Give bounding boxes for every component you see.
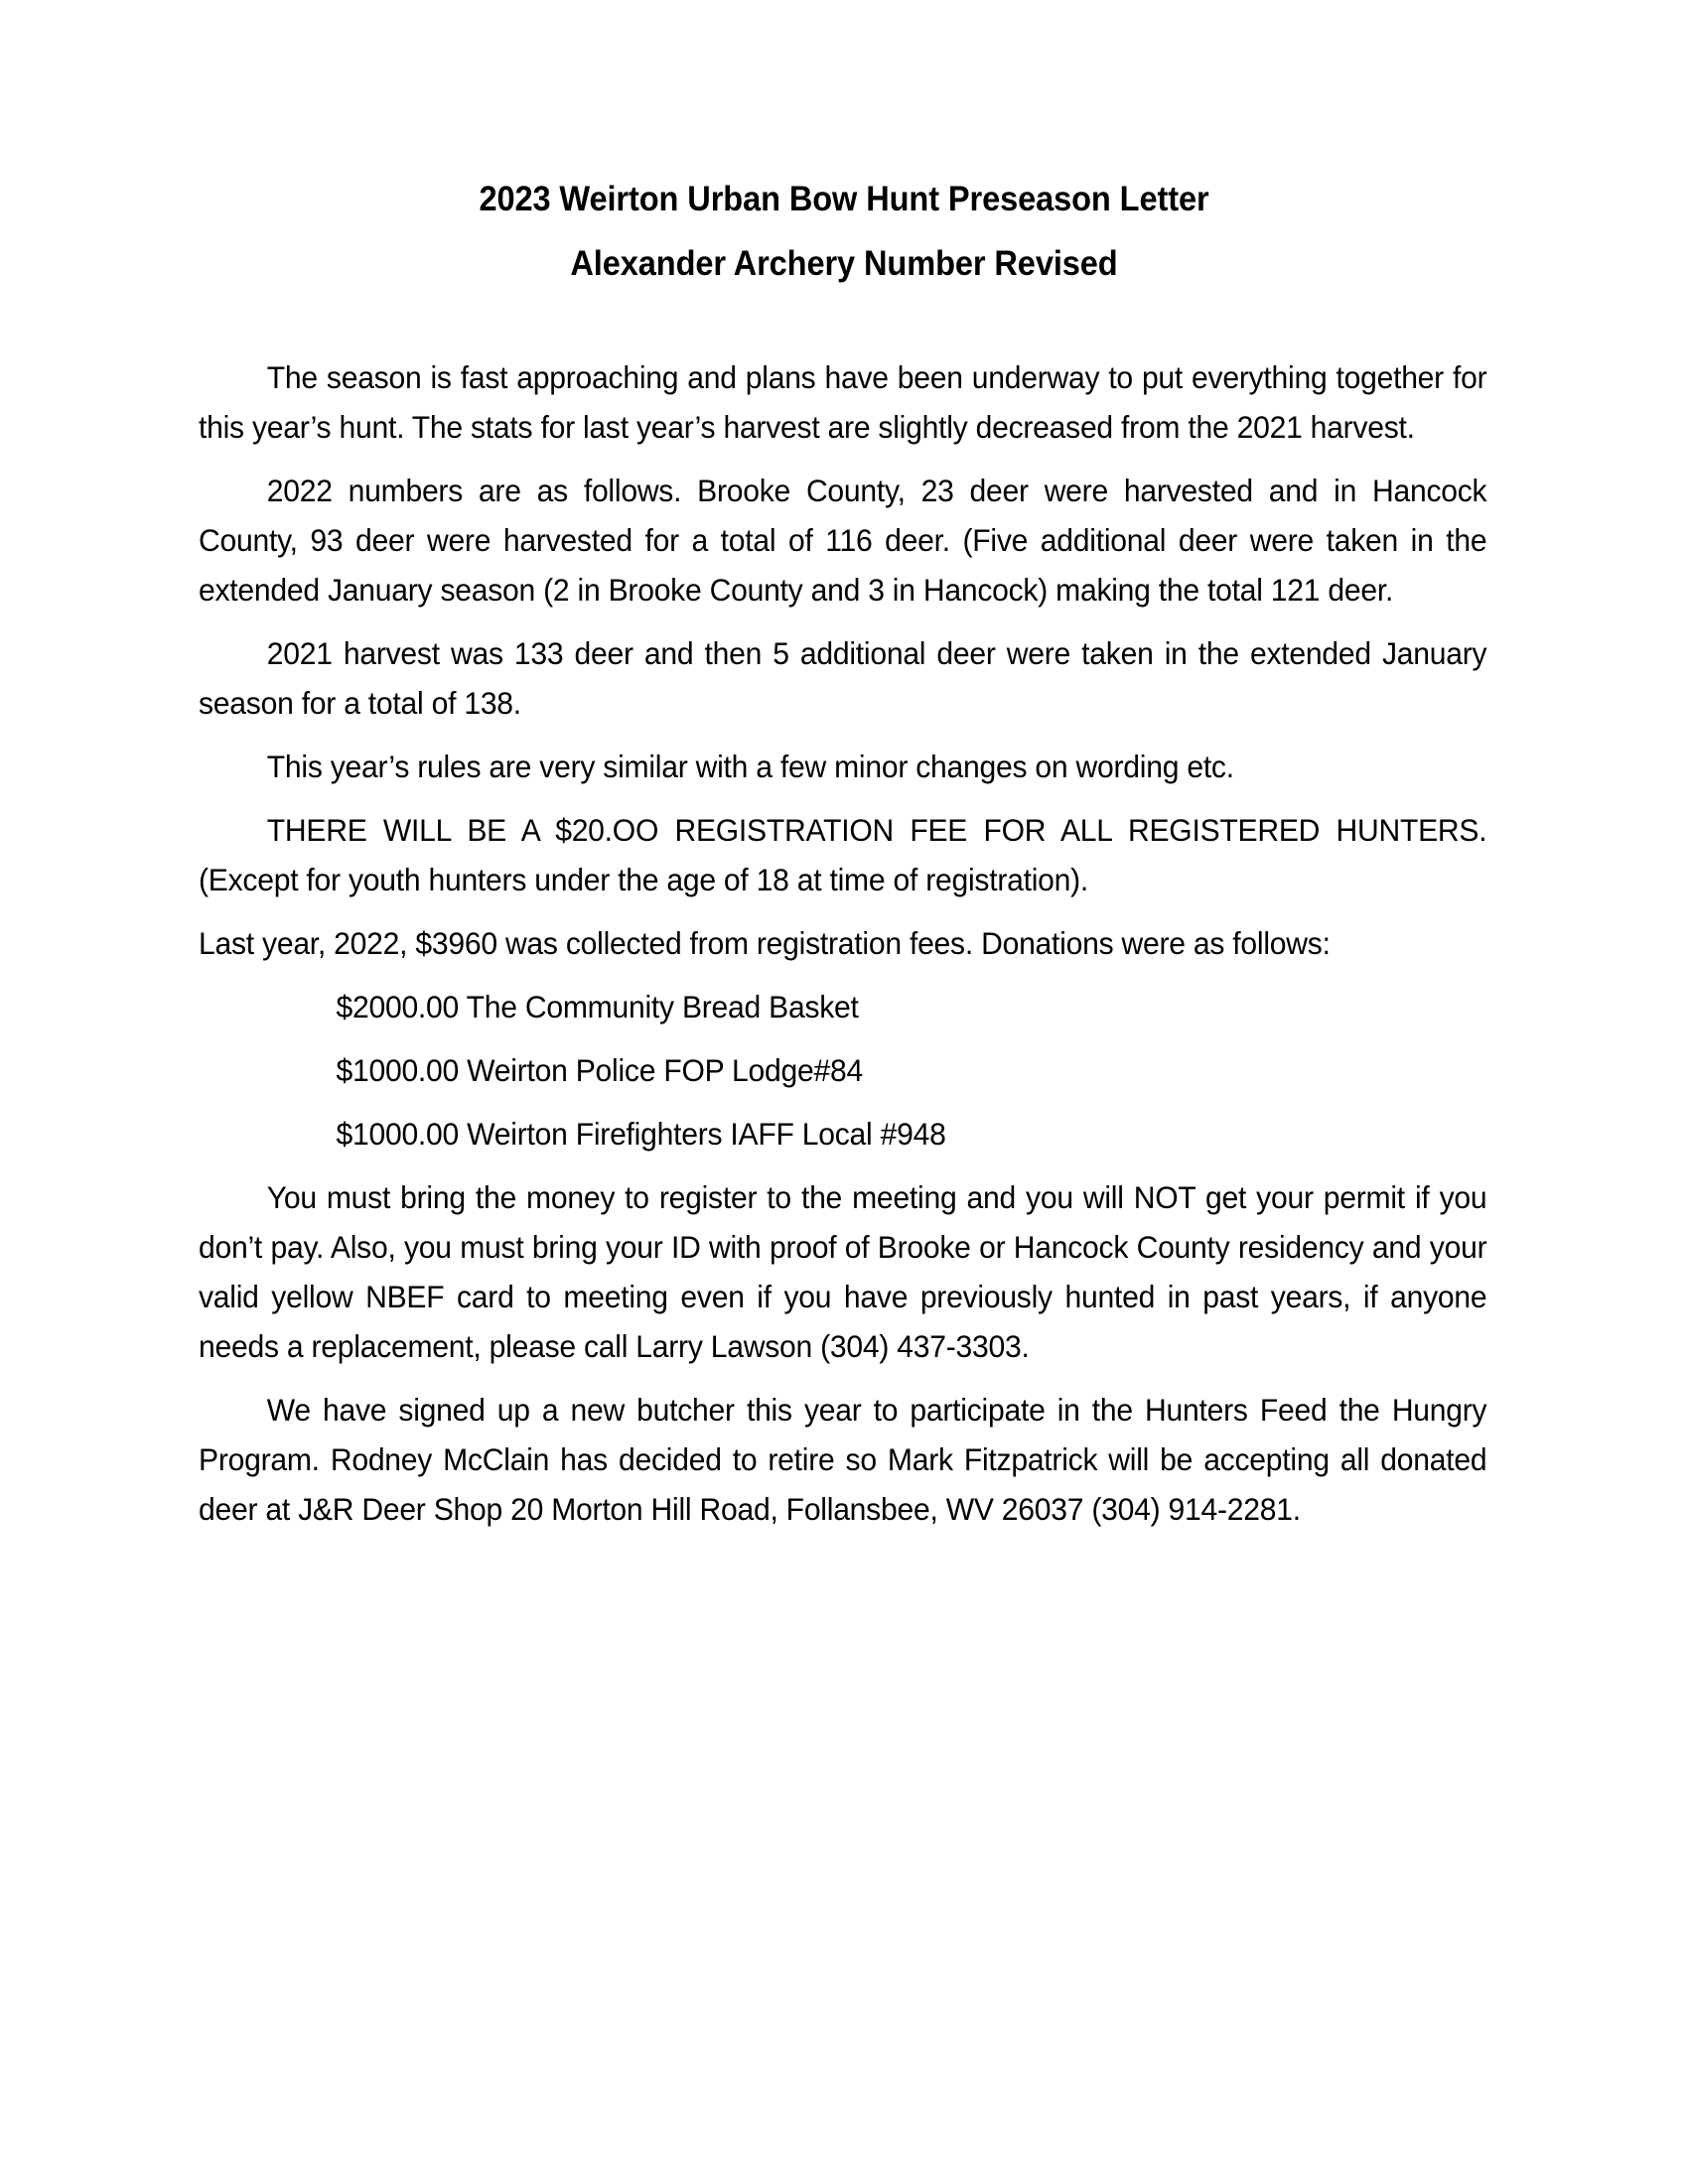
- paragraph-butcher-hunters-feed: We have signed up a new butcher this year to participate in the Hunters Feed the Hungry Program. Rodney McClain has decided to retire so Mark Fitzpatrick will be accepting all donated deer at J&R Deer Shop 20 Morton Hill Road, Follansbee, WV 26037 (304) 914-2281.: [199, 1392, 1487, 1527]
- body-block: [199, 352, 1489, 1534]
- paragraph-season-overview: The season is fast approaching and plans have been underway to put everything together for this year’s hunt. The stats for last year’s harvest are slightly decreased from the 2021 harvest.: [199, 359, 1487, 445]
- heading-block: [199, 0, 1489, 281]
- donation-line-police-fop: $1000.00 Weirton Police FOP Lodge#84: [336, 1052, 863, 1088]
- paragraph-registration-fee: THERE WILL BE A $20.OO REGISTRATION FEE FOR ALL REGISTERED HUNTERS. (Except for youth hunters under the age of 18 at time of registration).: [199, 812, 1487, 897]
- page-subtitle: Alexander Archery Number Revised: [570, 244, 1118, 283]
- paragraph-2021-harvest: 2021 harvest was 133 deer and then 5 additional deer were taken in the extended January season for a total of 138.: [199, 635, 1487, 721]
- paragraph-registration-requirements: You must bring the money to register to the meeting and you will NOT get your permit if you don’t pay. Also, you must bring your ID with proof of Brooke or Hancock County residency and your valid yellow NBEF card to meeting even if you have previously hunted in past years, if anyone needs a replacement, please call Larry Lawson (304) 437-3303.: [199, 1179, 1487, 1364]
- donation-line-firefighters-iaff: $1000.00 Weirton Firefighters IAFF Local #948: [336, 1116, 946, 1152]
- paragraph-donations-intro: Last year, 2022, $3960 was collected from registration fees. Donations were as follows:: [199, 925, 1331, 961]
- document-content: [199, 0, 1489, 1548]
- paragraph-rules-similar: This year’s rules are very similar with a few minor changes on wording etc.: [266, 749, 1234, 784]
- page-title: 2023 Weirton Urban Bow Hunt Preseason Letter: [479, 180, 1209, 218]
- donation-line-bread-basket: $2000.00 The Community Bread Basket: [336, 989, 859, 1024]
- paragraph-2022-numbers: 2022 numbers are as follows. Brooke County, 23 deer were harvested and in Hancock County, 93 deer were harvested for a total of 116 deer. (Five additional deer were taken in the extended January season (2 in Brooke County and 3 in Hancock) making the total 121 deer.: [199, 473, 1487, 608]
